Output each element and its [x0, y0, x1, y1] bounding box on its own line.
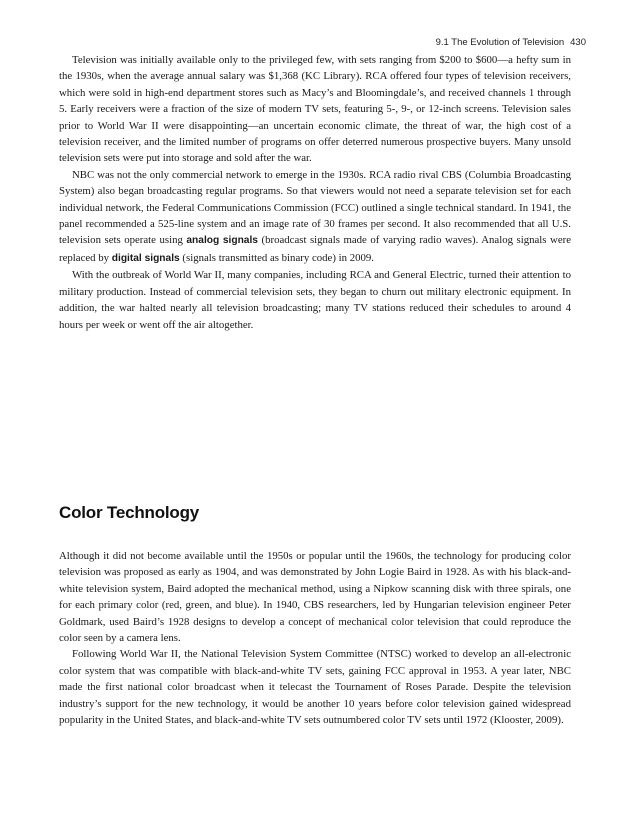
paragraph-ntsc: Following World War II, the National Television System Committee (NTSC) worked to develop an all-electronic color system that was compatible with black-and-white TV sets, gaining FCC approval in 1953. A year later, NBC made the first national color broadcast when it telecast the Tournament of Roses Parade. Despite the television industry’s support for the new technology, it would be another 10 years before color television gained widespread popularity in the United States, and black-and-white TV sets outnumbered color TV sets until 1972 (Klooster, 2009). — [59, 648, 571, 727]
section-heading-color-technology: Color Technology — [59, 503, 200, 522]
paragraph-text: (broadcast signals made of varying radio waves). Analog signals were replaced by — [59, 234, 571, 264]
term-digital-signals: digital signals — [111, 252, 180, 264]
paragraph-text: (signals transmitted as binary code) in 2009. — [179, 251, 375, 264]
page-number: 430 — [570, 37, 586, 48]
running-header — [436, 37, 586, 48]
paragraph-television-availability: Television was initially available only to the privileged few, with sets ranging from $200 to $600—a hefty sum in the 1930s, when the average annual salary was $1,368 (KC Library). RCA offered four types of television receivers, which were sold in high-end department stores such as Macy’s and Bloomingdale’s, and received channels 1 through 5. Early receivers were a fraction of the size of modern TV sets, featuring 5-, 9-, or 12-inch screens. Television sales prior to World War II were disappointing—an uncertain economic climate, the threat of war, the high cost of a television receiver, and the limited number of programs on offer deterred numerous prospective buyers. Many unsold television sets were put into storage and sold after the war. — [59, 54, 571, 165]
color-technology-text-block — [59, 548, 571, 728]
paragraph-color-origins: Although it did not become available until the 1950s or popular until the 1960s, the technology for producing color television was proposed as early as 1904, and was demonstrated by John Logie Baird in 1928. As with his black-and-white television system, Baird adopted the mechanical method, using a Nipkow scanning disk with three spirals, one for each primary color (red, green, and blue). In 1940, CBS researchers, led by Hungarian television engineer Peter Goldmark, used Baird’s 1928 designs to develop a concept of mechanical color television that could reproduce the color seen by a camera lens. — [59, 550, 571, 645]
header-section-title: 9.1 The Evolution of Television — [435, 37, 565, 48]
term-analog-signals: analog signals — [186, 235, 258, 247]
intro-text-block — [59, 52, 571, 333]
paragraph-text: NBC was not the only commercial network to emerge in the 1930s. RCA radio rival CBS (Columbia Broadcasting System) also began broadcasting regular programs. So that viewers would not need a separate television set for each individual network, the Federal Communications Commission (FCC) outlined a single technical standard. In 1941, the panel recommended a 525-line system and an image rate of 30 frames per second. It also recommended that all U.S. television sets operate using — [59, 168, 571, 247]
paragraph-world-war-ii: With the outbreak of World War II, many companies, including RCA and General Electric, turned their attention to military production. Instead of commercial television sets, they began to churn out military electronic equipment. In addition, the war halted nearly all television broadcasting; many TV stations reduced their schedules to around 4 hours per week or went off the air altogether. — [59, 269, 571, 331]
paragraph-nbc-cbs-fcc — [59, 167, 571, 267]
